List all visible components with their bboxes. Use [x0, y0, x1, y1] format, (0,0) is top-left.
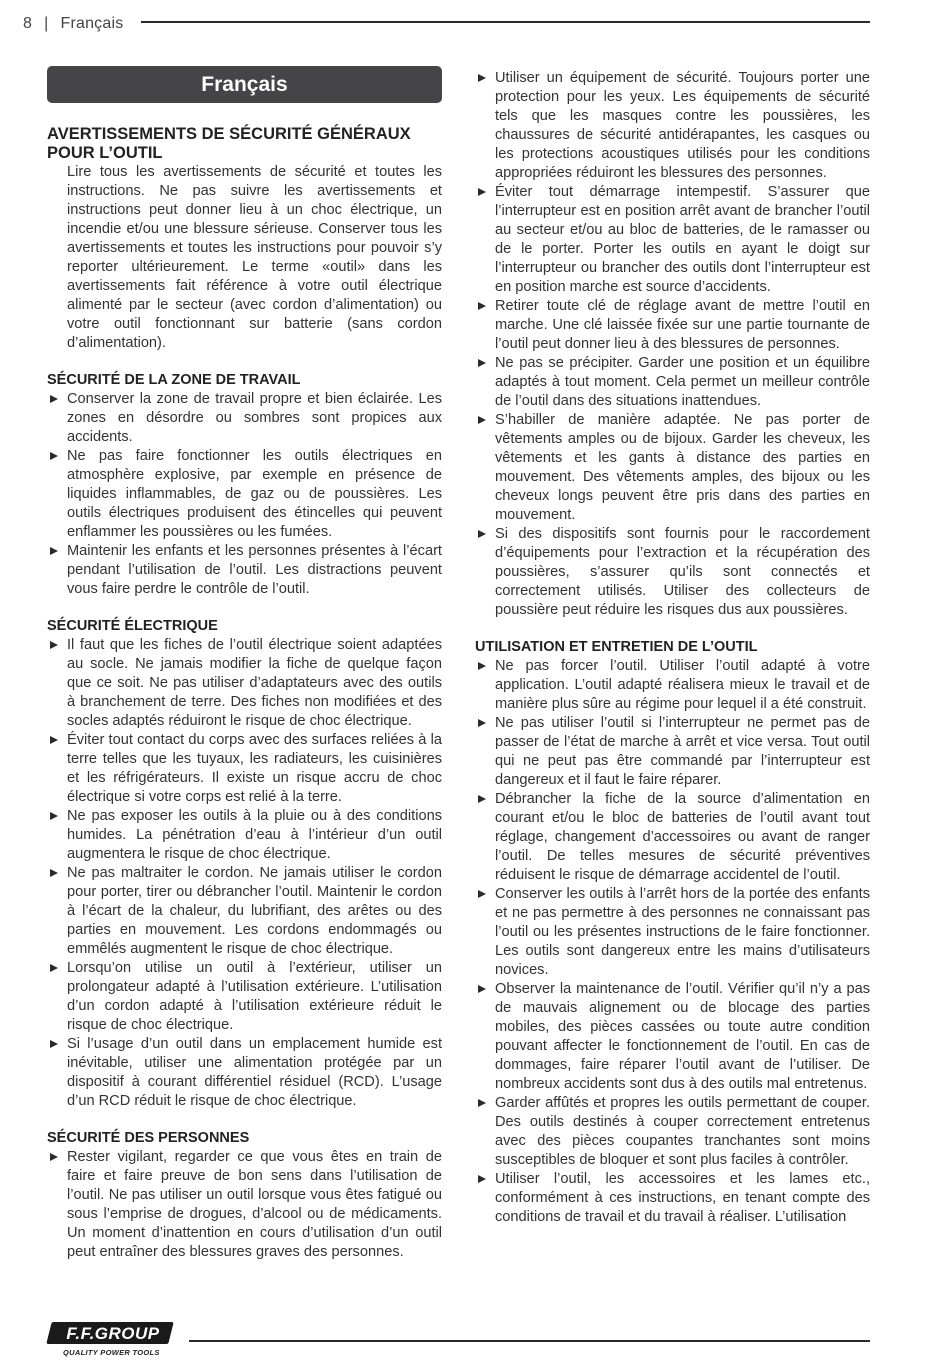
bullet-triangle-icon	[478, 416, 486, 424]
header-separator: |	[44, 15, 49, 32]
list-item: S’habiller de manière adaptée. Ne pas porter de vêtements amples ou de bijoux. Garder les cheveux, les vêtements et les gants à distance des parties en mouvement. Des vêtements amples, des bijoux ou les cheveux longs peuvent être pris dans des parties en mouvement.	[475, 411, 870, 525]
list-item: Retirer toute clé de réglage avant de mettre l’outil en marche. Une clé laissée fixée sur une partie tournante de l’outil peut donner lieu à des blessures de personnes.	[475, 297, 870, 354]
list-item: Si des dispositifs sont fournis pour le raccordement d’équipements pour l’extraction et la récupération des poussières, s’assurer qu’ils sont connectés et correctement utilisés. Utiliser des collecteurs de poussière peut réduire les risques dus aux poussières.	[475, 525, 870, 620]
list-item: Ne pas se précipiter. Garder une position et un équilibre adaptés à tout moment. Cela permet un meilleur contrôle de l’outil dans des situations inattendues.	[475, 354, 870, 411]
tool-use-list	[475, 657, 870, 1227]
bullet-triangle-icon	[50, 641, 58, 649]
bullet-triangle-icon	[478, 188, 486, 196]
bullet-triangle-icon	[50, 395, 58, 403]
list-item: Ne pas forcer l’outil. Utiliser l’outil adapté à votre application. L’outil adapté réalisera mieux le travail et de manière plus sûre au régime pour lequel il a été construit.	[475, 657, 870, 714]
bullet-triangle-icon	[478, 74, 486, 82]
bullet-triangle-icon	[478, 530, 486, 538]
list-item: Observer la maintenance de l’outil. Vérifier qu’il n’y a pas de mauvais alignement ou de blocage des parties mobiles, des pièces cassées ou toute autre condition pouvant affecter le fonctionnement de l’outil. En cas de dommages, faire réparer l’outil avant de l’utiliser. De nombreux accidents sont dus à des outils mal entretenus.	[475, 980, 870, 1094]
list-item: Éviter tout démarrage intempestif. S’assurer que l’interrupteur est en position arrêt avant de brancher l’outil au secteur et/ou au bloc de batteries, de le ramasser ou de le porter. Porter les outils en ayant le doigt sur l’interrupteur ou brancher des outils dont l’interrupteur est en position marche est source d’accidents.	[475, 183, 870, 297]
bullet-triangle-icon	[478, 985, 486, 993]
bullet-triangle-icon	[478, 1175, 486, 1183]
section-title-personal: SÉCURITÉ DES PERSONNES	[47, 1130, 250, 1146]
header-rule	[141, 21, 870, 23]
list-item: Ne pas utiliser l’outil si l’interrupteur ne permet pas de passer de l’état de marche à arrêt et vice versa. Tout outil qui ne peut pas être commandé par l’interrupteur est dangereux et il faut le faire réparer.	[475, 714, 870, 790]
logo-text: F.F.GROUP	[66, 1324, 160, 1343]
logo-tagline: QUALITY POWER TOOLS	[63, 1348, 160, 1357]
left-column	[47, 66, 442, 1280]
bullet-triangle-icon	[50, 736, 58, 744]
intro-paragraph: Lire tous les avertissements de sécurité et toutes les instructions. Ne pas suivre les avertissements et instructions peut donner lieu à un choc électrique, un incendie et/ou une blessure sérieuse. Conserver tous les avertissements et toutes les instructions pour pouvoir s’y reporter ultérieurement. Le terme «outil» dans les avertissements fait référence à votre outil électrique alimenté par le secteur (avec cordon d’alimentation) ou votre outil fonctionnant sur batterie (sans cordon d’alimentation).	[67, 164, 442, 351]
list-item: Utiliser un équipement de sécurité. Toujours porter une protection pour les yeux. Les équipements de sécurité tels que les masques contre les poussières, les chaussures de sécurité antidérapantes, les casques ou les protections acoustiques utilisés pour les conditions appropriées réduiront les blessures des personnes.	[475, 69, 870, 183]
list-item: Conserver les outils à l’arrêt hors de la portée des enfants et ne pas permettre à des personnes ne connaissant pas l’outil ou les présentes instructions de le faire fonctionner. Les outils sont dangereux entre les mains d’utilisateurs novices.	[475, 885, 870, 980]
page-number: 8	[23, 15, 33, 32]
bullet-triangle-icon	[50, 1153, 58, 1161]
bullet-triangle-icon	[478, 795, 486, 803]
section-title-tool-use: UTILISATION ET ENTRETIEN DE L’OUTIL	[475, 639, 758, 655]
section-title-work-area: SÉCURITÉ DE LA ZONE DE TRAVAIL	[47, 372, 301, 388]
list-item: Ne pas maltraiter le cordon. Ne jamais utiliser le cordon pour porter, tirer ou débrancher l’outil. Maintenir le cordon à l’écart de la chaleur, du lubrifiant, des arêtes ou des parties en mouvement. Les cordons endommagés ou emmêlés augmentent le risque de choc électrique.	[47, 864, 442, 959]
bullet-triangle-icon	[478, 1099, 486, 1107]
list-item: Débrancher la fiche de la source d’alimentation en courant et/ou le bloc de batteries de l’outil avant tout réglage, changement d’accessoires ou avant de ranger l’outil. De telles mesures de sécurité préventives réduisent le risque de démarrage accidentel de l’outil.	[475, 790, 870, 885]
work-area-list	[47, 390, 442, 599]
bullet-triangle-icon	[478, 302, 486, 310]
section-title-electrical: SÉCURITÉ ÉLECTRIQUE	[47, 618, 218, 634]
ffgroup-logo	[47, 1322, 177, 1358]
bullet-triangle-icon	[478, 359, 486, 367]
header-language: Français	[60, 15, 124, 32]
personal-list	[47, 1148, 442, 1262]
bullet-triangle-icon	[50, 1040, 58, 1048]
list-item: Si l’usage d’un outil dans un emplacement humide est inévitable, utiliser une alimentation protégée par un dispositif à courant différentiel résiduel (RCD). L’usage d’un RCD réduit le risque de choc électrique.	[47, 1035, 442, 1111]
list-item: Maintenir les enfants et les personnes présentes à l’écart pendant l’utilisation de l’outil. Les distractions peuvent vous faire perdre le contrôle de l’outil.	[47, 542, 442, 599]
bullet-triangle-icon	[50, 452, 58, 460]
bullet-triangle-icon	[478, 662, 486, 670]
language-banner: Français	[47, 66, 442, 103]
list-item: Rester vigilant, regarder ce que vous êtes en train de faire et faire preuve de bon sens dans l’utilisation de l’outil. Ne pas utiliser un outil lorsque vous êtes fatigué ou sous l’emprise de drogues, d’alcool ou de médicaments. Un moment d’inattention en cours d’utilisation d’un outil peut entraîner des blessures graves des personnes.	[47, 1148, 442, 1262]
list-item: Il faut que les fiches de l’outil électrique soient adaptées au socle. Ne jamais modifier la fiche de quelque façon que ce soit. Ne pas utiliser d’adaptateurs avec des outils à branchement de terre. Des fiches non modifiées et des socles adaptés réduiront le risque de choc électrique.	[47, 636, 442, 731]
bullet-triangle-icon	[478, 890, 486, 898]
list-item: Lorsqu’on utilise un outil à l’extérieur, utiliser un prolongateur adapté à l’utilisation extérieure. L’utilisation d’un cordon adapté à l’utilisation extérieure réduit le risque de choc électrique.	[47, 959, 442, 1035]
electrical-list	[47, 636, 442, 1111]
page-header	[23, 13, 123, 35]
list-item: Utiliser l’outil, les accessoires et les lames etc., conformément à ces instructions, en tenant compte des conditions de travail et du travail à réaliser. L’utilisation	[475, 1170, 870, 1227]
bullet-triangle-icon	[50, 869, 58, 877]
personal-list-continued	[475, 69, 870, 620]
bullet-triangle-icon	[50, 812, 58, 820]
list-item: Garder affûtés et propres les outils permettant de couper. Des outils destinés à couper correctement entretenus avec des pièces coupantes tranchantes sont moins susceptibles de bloquer et sont plus faciles à contrôler.	[475, 1094, 870, 1170]
list-item: Conserver la zone de travail propre et bien éclairée. Les zones en désordre ou sombres sont propices aux accidents.	[47, 390, 442, 447]
main-title: AVERTISSEMENTS DE SÉCURITÉ GÉNÉRAUX POUR L’OUTIL	[47, 125, 411, 162]
bullet-triangle-icon	[478, 719, 486, 727]
list-item: Éviter tout contact du corps avec des surfaces reliées à la terre telles que les tuyaux, les radiateurs, les cuisinières et les réfrigérateurs. Il existe un risque accru de choc électrique si votre corps est relié à la terre.	[47, 731, 442, 807]
list-item: Ne pas exposer les outils à la pluie ou à des conditions humides. La pénétration d’eau à l’intérieur d’un outil augmentera le risque de choc électrique.	[47, 807, 442, 864]
bullet-triangle-icon	[50, 964, 58, 972]
right-column	[475, 69, 870, 1245]
list-item: Ne pas faire fonctionner les outils électriques en atmosphère explosive, par exemple en présence de liquides inflammables, de gaz ou de poussières. Les outils électriques produisent des étincelles qui peuvent enflammer les poussières ou les fumées.	[47, 447, 442, 542]
bullet-triangle-icon	[50, 547, 58, 555]
footer-rule	[189, 1340, 870, 1342]
